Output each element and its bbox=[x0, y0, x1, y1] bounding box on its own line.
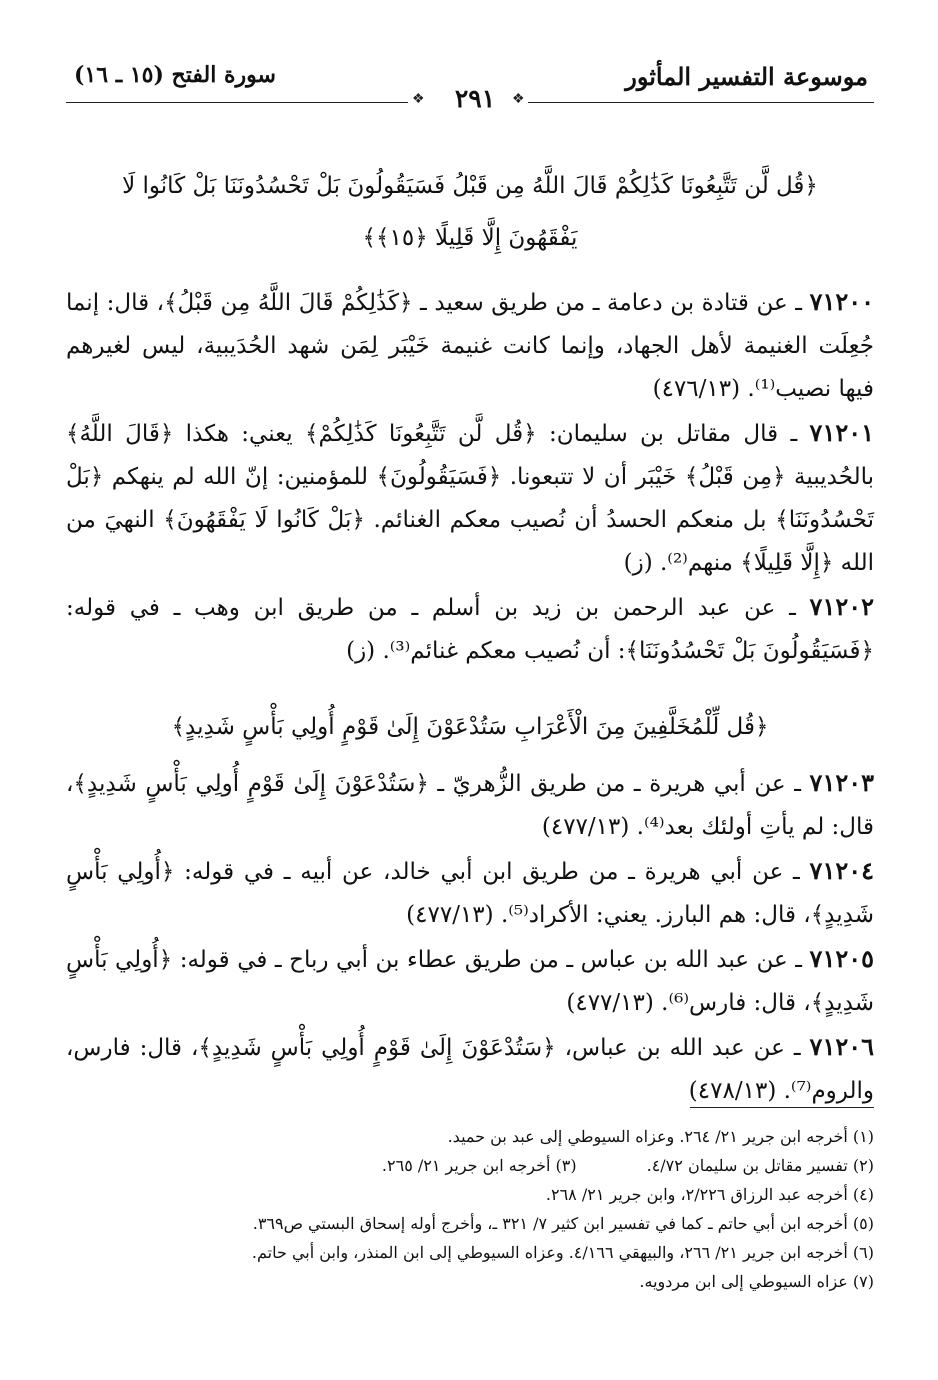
narration-number: ٧١٢٠٣ bbox=[809, 768, 874, 797]
narration-paragraph bbox=[66, 1025, 874, 1113]
footnote-separator bbox=[690, 1107, 874, 1108]
narration-paragraph bbox=[66, 411, 874, 585]
narration-number: ٧١٢٠٦ bbox=[809, 1032, 874, 1061]
ornament-icon: ❖ bbox=[512, 91, 525, 107]
ornament-icon: ❖ bbox=[412, 91, 425, 107]
narration-text: ـ عن قتادة بن دعامة ـ من طريق سعيد ـ ﴿كَذَٰلِكُمْ قَالَ اللَّهُ مِن قَبْلُ﴾، قال: إنما جُعِلَت الغنيمة لأهل الجهاد، وإنما كانت غنيمة خَيْبَر لِمَن شهد الحُدَيبية، ليس لغيرهم فيها نصيب⁽¹⁾. (٤٧٦/١٣) bbox=[66, 290, 874, 402]
footnote-row bbox=[66, 1151, 874, 1180]
quran-verse-heading: ﴿قُل لِّلْمُخَلَّفِينَ مِنَ الْأَعْرَابِ سَتُدْعَوْنَ إِلَىٰ قَوْمٍ أُولِي بَأْسٍ شَدِيدٍ﴾ bbox=[171, 714, 769, 740]
narration-text: ـ قال مقاتل بن سليمان: ﴿قُل لَّن تَتَّبِعُونَا كَذَٰلِكُمْ﴾ يعني: هكذا ﴿قَالَ اللَّهُ﴾ بالحُديبية ﴿مِن قَبْلُ﴾ خَيْبَر أن لا تتبعونا. ﴿فَسَيَقُولُونَ﴾ للمؤمنين: إنّ الله لم ينهكم ﴿بَلْ تَحْسُدُونَنَا﴾ بل منعكم الحسدُ أن نُصيب معكم الغنائم. ﴿بَلْ كَانُوا لَا يَفْقَهُونَ﴾ النهيَ من الله ﴿إِلَّا قَلِيلًا﴾ منهم⁽²⁾. (ز) bbox=[66, 421, 874, 576]
narration-paragraph bbox=[66, 937, 874, 1025]
footnote: (٧) عزاه السيوطي إلى ابن مردويه. bbox=[639, 1272, 874, 1291]
footnotes bbox=[66, 1122, 874, 1296]
narration-paragraph bbox=[66, 280, 874, 411]
footnote: (١) أخرجه ابن جرير ٢١/ ٢٦٤. وعزاه السيوطي إلى عبد بن حميد. bbox=[447, 1127, 874, 1146]
footnote: (٢) تفسير مقاتل بن سليمان ٤/٧٢. bbox=[646, 1156, 874, 1175]
narration-number: ٧١٢٠٢ bbox=[809, 592, 874, 621]
narration-number: ٧١٢٠٤ bbox=[809, 856, 874, 885]
narration-paragraph bbox=[66, 585, 874, 673]
page-number: ٢٩١ bbox=[454, 84, 496, 113]
footnote: (٦) أخرجه ابن جرير ٢١/ ٢٦٦، والبيهقي ٤/١٦٦. وعزاه السيوطي إلى ابن المنذر، وابن أبي حاتم. bbox=[251, 1243, 874, 1262]
main-text bbox=[66, 160, 874, 1113]
book-title: موسوعة التفسير المأثور bbox=[625, 62, 868, 91]
narration-number: ٧١٢٠١ bbox=[809, 418, 874, 447]
footnote: (٣) أخرجه ابن جرير ٢١/ ٢٦٥. bbox=[381, 1156, 577, 1175]
header-rule-left bbox=[66, 102, 408, 103]
footnote: (٤) أخرجه عبد الرزاق ٢/٢٢٦، وابن جرير ٢١/ ٢٦٨. bbox=[545, 1185, 874, 1204]
narration-text: ـ عن عبد الله بن عباس ـ من طريق عطاء بن أبي رباح ـ في قوله: ﴿أُولِي بَأْسٍ شَدِيدٍ﴾، قال: فارس⁽⁶⁾. (٤٧٧/١٣) bbox=[66, 947, 874, 1016]
narration-paragraph bbox=[66, 849, 874, 937]
surah-label: سورة الفتح (١٥ ـ ١٦) bbox=[74, 62, 276, 88]
narration-number: ٧١٢٠٥ bbox=[809, 944, 874, 973]
narration-text: ـ عن عبد الرحمن بن زيد بن أسلم ـ من طريق ابن وهب ـ في قوله: ﴿فَسَيَقُولُونَ بَلْ تَحْسُدُونَنَا﴾: أن نُصيب معكم غنائم⁽³⁾. (ز) bbox=[66, 595, 874, 664]
narration-number: ٧١٢٠٠ bbox=[809, 287, 875, 316]
narration-text: ـ عن أبي هريرة ـ من طريق الزُّهريّ ـ ﴿سَتُدْعَوْنَ إِلَىٰ قَوْمٍ أُولِي بَأْسٍ شَدِيدٍ﴾، قال: لم يأتِ أولئك بعد⁽⁴⁾. (٤٧٧/١٣) bbox=[66, 771, 874, 840]
footnote: (٥) أخرجه ابن أبي حاتم ـ كما في تفسير ابن كثير ٧/ ٣٢١ ـ، وأخرج أوله إسحاق البستي ص٣٦٩. bbox=[252, 1214, 874, 1233]
narration-paragraph bbox=[66, 761, 874, 849]
narration-text: ـ عن أبي هريرة ـ من طريق ابن أبي خالد، عن أبيه ـ في قوله: ﴿أُولِي بَأْسٍ شَدِيدٍ﴾، قال: هم البارز. يعني: الأكراد⁽⁵⁾. (٤٧٧/١٣) bbox=[66, 859, 874, 928]
header-rule-right bbox=[528, 102, 874, 103]
quran-verse-heading: ﴿قُل لَّن تَتَّبِعُونَا كَذَٰلِكُمْ قَالَ اللَّهُ مِن قَبْلُ فَسَيَقُولُونَ بَلْ تَحْسُدُونَنَا بَلْ كَانُوا لَا يَفْقَهُونَ إِلَّا قَلِيلًا ﴿١٥﴾﴾ bbox=[122, 173, 818, 251]
narration-text: ـ عن عبد الله بن عباس، ﴿سَتُدْعَوْنَ إِلَىٰ قَوْمٍ أُولِي بَأْسٍ شَدِيدٍ﴾، قال: فارس، والروم⁽⁷⁾. (٤٧٨/١٣) bbox=[66, 1035, 874, 1104]
